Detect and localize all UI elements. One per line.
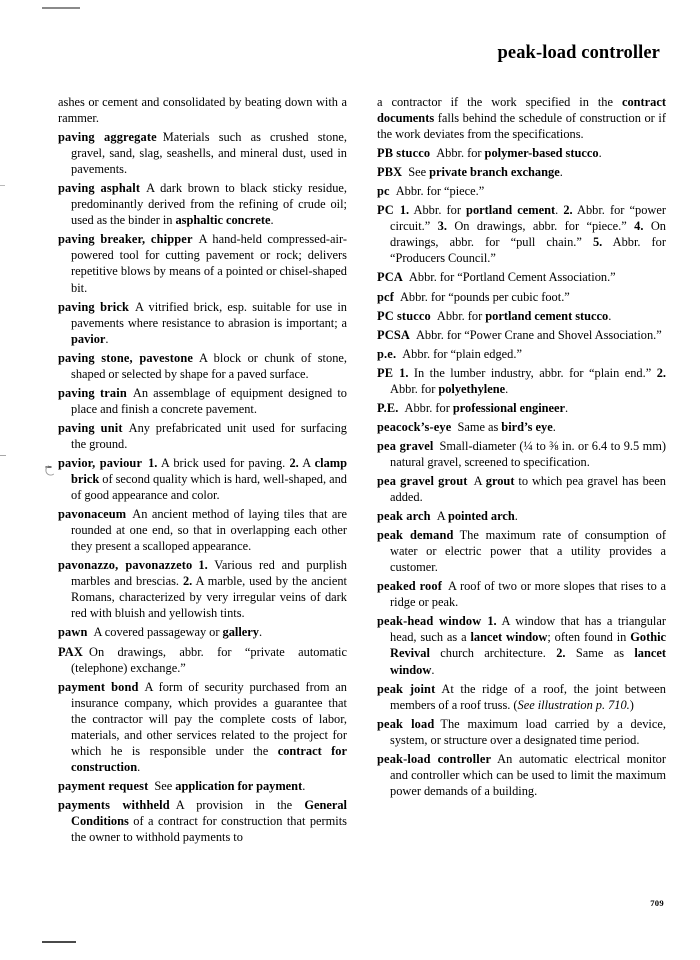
dictionary-entry-peaked-roof — [377, 578, 666, 610]
entry-definition: Same as bird’s eye. — [457, 419, 556, 434]
dictionary-entry-pbx — [377, 164, 666, 180]
entry-definition: Abbr. for “piece.” — [395, 184, 485, 199]
entry-definition: A provision in the General Conditions of a contract for construction that permits the owner to withhold payments to — [71, 797, 347, 845]
entry-headword: pea gravel — [377, 438, 434, 453]
entry-headword: paving breaker, chipper — [58, 232, 193, 247]
dictionary-entry-payment-bond — [58, 679, 347, 775]
sense-number: 2. — [289, 455, 299, 470]
entry-definition: Abbr. for “Power Crane and Shovel Association.” — [415, 327, 662, 342]
entry-definition: An assemblage of equipment designed to place and finish a concrete pavement. — [71, 385, 347, 416]
entry-headword: paving aggregate — [58, 130, 157, 145]
dictionary-entry-pb-stucco — [377, 145, 666, 161]
sense-number: 1. — [399, 203, 410, 218]
cross-reference-term: grout — [485, 473, 515, 488]
entry-definition: A grout to which pea gravel has been added. — [390, 473, 667, 505]
dictionary-entry-paving-brick — [58, 299, 347, 347]
entry-definition: See application for payment. — [154, 778, 306, 793]
page-edge-speck-upper — [0, 185, 5, 186]
entry-definition: At the ridge of a roof, the joint between members of a roof truss. (See illustration p. 710.) — [390, 681, 666, 712]
entry-definition: A hand-held compressed-air-powered tool for cutting pavement or rock; delivers repetitive blows by means of a pointed or chisel-shaped bit. — [71, 232, 347, 295]
entry-definition: ashes or cement and consolidated by beating down with a rammer. — [58, 95, 347, 126]
dictionary-entry-pavonaceum — [58, 506, 347, 554]
entry-headword: PCSA — [377, 327, 410, 342]
dictionary-columns — [58, 94, 666, 894]
cross-reference-italic: See illustration p. 710. — [517, 697, 630, 712]
dictionary-entry-pe-lower — [377, 346, 666, 362]
entry-definition: A covered passageway or gallery. — [93, 625, 263, 640]
dictionary-entry-paving-stone-pavestone — [58, 350, 347, 382]
dictionary-entry-pawn — [58, 624, 347, 640]
cross-reference-term: private branch exchange — [429, 165, 560, 180]
dictionary-entry-pea-gravel — [377, 438, 666, 470]
entry-headword: payment request — [58, 778, 149, 793]
dictionary-entry-paving-breaker-chipper — [58, 231, 347, 295]
cross-reference-term: clamp brick — [71, 455, 348, 487]
entry-definition: The maximum rate of consumption of water or electric power that a utility provides a customer. — [390, 528, 666, 575]
entry-headword: payments withheld — [58, 797, 170, 812]
sense-number: 2. — [182, 574, 193, 589]
sense-number: 3. — [437, 219, 447, 234]
entry-headword: pcf — [377, 289, 394, 304]
dictionary-entry-payment-request — [58, 778, 347, 794]
dictionary-entry-payments-withheld — [58, 797, 347, 845]
dictionary-entry-pc-lower — [377, 183, 666, 199]
entry-definition: 1. Abbr. for portland cement. 2. Abbr. for “power circuit.” 3. On drawings, abbr. for “piece.” 4. On drawings, abbr. for “pull chain.” 5. Abbr. for “Producers Council.” — [390, 203, 667, 266]
entry-definition: 1. Various red and purplish marbles and brescias. 2. A marble, used by the ancient Romans, characterized by very irregular veins of dark red with bluish and yellowish tints. — [71, 558, 347, 621]
entry-definition: The maximum load carried by a device, system, or structure over a designated time period. — [390, 716, 666, 747]
scan-edge-mark-top — [42, 7, 80, 9]
entry-definition: a contractor if the work specified in the contract documents falls behind the schedule of construction or if the work deviates from the specifications. — [377, 95, 666, 142]
dictionary-entry-peak-load-controller — [377, 751, 666, 799]
dictionary-entry-paving-train — [58, 385, 347, 417]
sense-number: 4. — [634, 219, 644, 234]
entry-definition: Small-diameter (¼ to ⅜ in. or 6.4 to 9.5 mm) natural gravel, screened to specification. — [390, 438, 666, 469]
sense-number: 1. — [399, 365, 409, 380]
cross-reference-term: professional engineer — [452, 400, 566, 415]
dictionary-entry-pca — [377, 269, 666, 285]
cross-reference-term: Gothic Revival — [390, 630, 667, 661]
cross-reference-term: lancet window — [390, 646, 666, 677]
entry-definition: See private branch exchange. — [408, 165, 563, 180]
entry-definition: Any prefabricated unit used for surfacing the ground. — [71, 420, 347, 451]
dictionary-entry-carryover-from-previous-page — [58, 94, 347, 126]
entry-headword: PBX — [377, 165, 403, 180]
cross-reference-term: application for payment — [175, 778, 303, 793]
cross-reference-term: portland cement — [466, 203, 556, 218]
entry-definition: A roof of two or more slopes that rises to a ridge or peak. — [390, 579, 666, 610]
entry-definition: Abbr. for professional engineer. — [404, 400, 569, 415]
running-head: peak-load controller — [497, 43, 660, 63]
dictionary-entry-paving-unit — [58, 420, 347, 452]
dictionary-entry-pc-stucco — [377, 308, 666, 324]
entry-headword: pavior, paviour — [58, 455, 143, 470]
sense-number: 2. — [656, 365, 666, 380]
entry-headword: PC — [377, 203, 394, 218]
entry-headword: peak-head window — [377, 614, 482, 629]
dictionary-entry-paving-aggregate — [58, 129, 347, 177]
dictionary-entry-pavior-paviour — [58, 455, 347, 503]
entry-headword: p.e. — [377, 346, 397, 361]
dictionary-entry-peak-head-window — [377, 613, 666, 677]
cross-reference-term: asphaltic concrete — [175, 213, 271, 228]
cross-reference-term: gallery — [222, 625, 259, 640]
entry-headword: PC stucco — [377, 308, 431, 323]
entry-headword: pawn — [58, 625, 88, 640]
entry-definition: Abbr. for polymer-based stucco. — [436, 146, 602, 161]
entry-headword: peak load — [377, 716, 435, 731]
entry-headword: paving asphalt — [58, 181, 141, 196]
entry-definition: 1. A window that has a triangular head, such as a lancet window; often found in Gothic Revival church architecture. 2. Same as lancet window. — [390, 614, 667, 677]
entry-definition: An ancient method of laying tiles that are rounded at one end, so that in overlapping each other they present a scalloped appearance. — [71, 507, 347, 554]
dictionary-entry-pe-upper — [377, 365, 666, 397]
entry-definition: A vitrified brick, esp. suitable for use in pavements where resistance to abrasion is important; a pavior. — [71, 299, 347, 346]
entry-headword: paving stone, pavestone — [58, 350, 194, 365]
dictionary-entry-pc-upper — [377, 202, 666, 266]
entry-definition: Abbr. for portland cement stucco. — [436, 308, 612, 323]
scan-edge-mark-bottom — [42, 941, 76, 943]
dictionary-entry-pavonazzo-pavonazzeto — [58, 557, 347, 621]
dictionary-entry-peacocks-eye — [377, 419, 666, 435]
sense-number: 1. — [487, 614, 497, 629]
entry-headword: peak joint — [377, 681, 436, 696]
cross-reference-term: lancet window — [470, 630, 548, 645]
entry-headword: pavonaceum — [58, 507, 127, 522]
dictionary-entry-peak-load — [377, 716, 666, 748]
entry-headword: paving train — [58, 385, 127, 400]
dictionary-entry-pcsa — [377, 327, 666, 343]
entry-headword: PE — [377, 365, 394, 380]
entry-definition: Materials such as crushed stone, gravel, sand, slag, seashells, and mineral dust, used in pavements. — [71, 130, 347, 177]
entry-headword: paving brick — [58, 299, 130, 314]
entry-headword: peaked roof — [377, 579, 443, 594]
entry-definition: Abbr. for “plain edged.” — [402, 346, 522, 361]
entry-headword: PB stucco — [377, 146, 431, 161]
cross-reference-term: polymer-based stucco — [484, 146, 599, 161]
cross-reference-term: polyethylene — [438, 381, 506, 396]
cross-reference-term: bird’s eye — [501, 419, 553, 434]
page-edge-speck-lower — [0, 455, 6, 456]
sense-number: 2. — [556, 646, 566, 661]
cross-reference-term: pointed arch — [447, 509, 515, 524]
cross-reference-term: pavior — [71, 331, 106, 346]
cross-reference-term: contract documents — [377, 95, 666, 126]
entry-definition: On drawings, abbr. for “private automatic (telephone) exchange.” — [71, 644, 347, 675]
entry-headword: pavonazzo, pavonazzeto — [58, 558, 193, 573]
dictionary-entry-pcf — [377, 289, 666, 305]
column-right — [377, 94, 666, 894]
dictionary-entry-pea-gravel-grout — [377, 473, 666, 505]
entry-definition: Abbr. for “pounds per cubic foot.” — [399, 289, 570, 304]
cross-reference-term: General Conditions — [71, 797, 347, 828]
entry-definition: Abbr. for “Portland Cement Association.” — [408, 270, 616, 285]
entry-definition: A pointed arch. — [436, 509, 518, 524]
entry-definition: 1. A brick used for paving. 2. A clamp brick of second quality which is hard, well-shaped, and of good appearance and color. — [71, 455, 348, 503]
sense-number: 5. — [592, 235, 603, 250]
dictionary-entry-peak-demand — [377, 527, 666, 575]
entry-headword: peak demand — [377, 528, 454, 543]
entry-headword: peak-load controller — [377, 751, 492, 766]
sense-number: 1. — [148, 455, 158, 470]
cross-reference-term: contract for construction — [71, 743, 348, 774]
entry-headword: pea gravel grout — [377, 473, 468, 488]
sense-number: 2. — [563, 203, 573, 218]
entry-headword: pc — [377, 184, 390, 199]
entry-headword: peacock’s-eye — [377, 419, 452, 434]
cross-reference-term: portland cement stucco — [485, 308, 609, 323]
entry-headword: PCA — [377, 270, 403, 285]
entry-headword: payment bond — [58, 679, 139, 694]
sense-number: 1. — [198, 558, 208, 573]
entry-definition: 1. In the lumber industry, abbr. for “plain end.” 2. Abbr. for polyethylene. — [390, 365, 666, 396]
entry-headword: PAX — [58, 644, 83, 659]
entry-headword: peak arch — [377, 509, 431, 524]
entry-headword: paving unit — [58, 420, 123, 435]
dictionary-entry-peak-joint — [377, 681, 666, 713]
page-number: 709 — [650, 898, 664, 908]
dictionary-entry-payments-withheld-continued — [377, 94, 666, 142]
entry-definition: A dark brown to black sticky residue, predominantly derived from the refining of crude oil; used as the binder in asphaltic concrete. — [71, 181, 347, 228]
entry-definition: An automatic electrical monitor and controller which can be used to limit the maximum power demands of a building. — [390, 751, 666, 798]
dictionary-entry-pax — [58, 644, 347, 676]
column-left — [58, 94, 347, 894]
dictionary-entry-paving-asphalt — [58, 180, 347, 228]
entry-definition: A form of security purchased from an insurance company, which provides a guarantee that the contractor will pay the complete costs of labor, materials, and other services related to the project for which he is responsible under the contract for construction. — [71, 679, 348, 774]
dictionary-entry-peak-arch — [377, 508, 666, 524]
dictionary-entry-pe-dotted — [377, 400, 666, 416]
entry-headword: P.E. — [377, 400, 399, 415]
entry-definition: A block or chunk of stone, shaped or selected by shape for a paved surface. — [71, 350, 347, 381]
